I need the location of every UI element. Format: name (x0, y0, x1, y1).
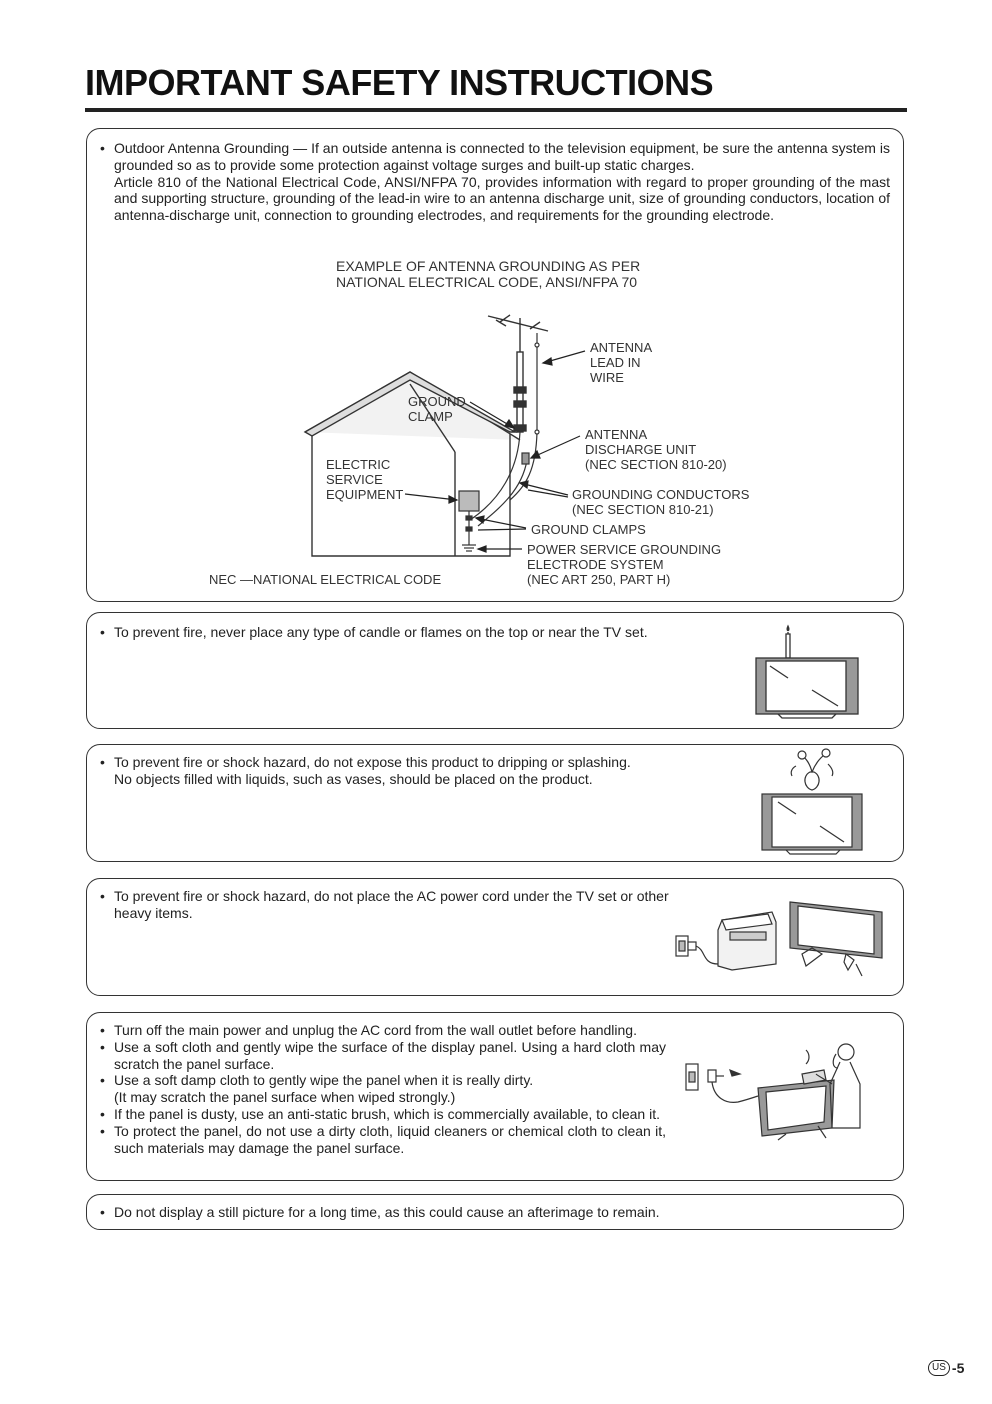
antenna-mast (488, 315, 548, 432)
tv-vase-illustration (756, 746, 868, 860)
label-discharge-1: ANTENNA (585, 427, 648, 442)
candle-text: • To prevent fire, never place any type of candle or flames on the top or near the TV set. (100, 624, 670, 641)
tv-candle-illustration (748, 620, 868, 722)
cleaning-bullet-3-note: (It may scratch the panel surface when wiped strongly.) (114, 1089, 456, 1106)
label-electrode-1: POWER SERVICE GROUNDING (527, 542, 722, 557)
liquid-line-2: No objects filled with liquids, such as vases, should be placed on the product. (114, 770, 593, 787)
label-antenna-lead-in-3: WIRE (590, 370, 624, 385)
page-number-value: -5 (951, 1360, 965, 1376)
label-antenna-lead-in-2: LEAD IN (590, 355, 641, 370)
cleaning-bullet-5: • To protect the panel, do not use a dirty cloth, liquid cleaners or chemical cloth to clean it, such materials may damage the panel surface. (100, 1123, 666, 1157)
service-equipment (459, 491, 479, 551)
region-badge: US (928, 1360, 950, 1376)
cleaning-bullet-3: • Use a soft damp cloth to gently wipe the panel when it is really dirty. (100, 1072, 666, 1089)
label-discharge-3: (NEC SECTION 810-20) (585, 457, 727, 472)
antenna-article: Article 810 of the National Electrical Code, ANSI/NFPA 70, provides information with regard to proper grounding of the mast and supporting structure, grounding of the lead-in wire to an antenna discharge unit, size of grounding conductors, location of antenna-discharge unit, connection to grounding electrodes, and requirements for the grounding electrode. (114, 173, 890, 224)
page-number (928, 1360, 964, 1376)
liquid-warning-text (100, 754, 680, 788)
antenna-grounding-diagram (0, 0, 992, 620)
diagram-title-line-2: NATIONAL ELECTRICAL CODE, ANSI/NFPA 70 (336, 274, 638, 290)
label-ground-clamp-1: GROUND (408, 394, 466, 409)
label-electrode-3: (NEC ART 250, PART H) (527, 572, 671, 587)
cord-text: • To prevent fire or shock hazard, do not place the AC power cord under the TV set or other heavy items. (100, 888, 670, 922)
liquid-line-1: • To prevent fire or shock hazard, do not expose this product to dripping or splashing. (100, 754, 680, 771)
label-nec: NEC —NATIONAL ELECTRICAL CODE (209, 572, 442, 587)
label-electric-2: SERVICE (326, 472, 383, 487)
cleaning-instructions-text (100, 1022, 666, 1156)
cleaning-bullet-4: • If the panel is dusty, use an anti-static brush, which is commercially available, to clean it. (100, 1106, 666, 1123)
label-electric-3: EQUIPMENT (326, 487, 404, 502)
cleaning-illustration (682, 1040, 868, 1144)
label-electric-1: ELECTRIC (326, 457, 391, 472)
tv-cord-illustration (672, 890, 894, 990)
diagram-title-line-1: EXAMPLE OF ANTENNA GROUNDING AS PER (336, 258, 641, 274)
cleaning-bullet-2: • Use a soft cloth and gently wipe the surface of the display panel. Using a hard cloth may scratch the panel surface. (100, 1039, 666, 1073)
label-conductors-2: (NEC SECTION 810-21) (572, 502, 714, 517)
cleaning-bullet-1: • Turn off the main power and unplug the AC cord from the wall outlet before handling. (100, 1022, 666, 1039)
label-ground-clamp-2: CLAMP (408, 409, 453, 424)
still-picture-text (100, 1204, 890, 1221)
antenna-intro: • Outdoor Antenna Grounding — If an outside antenna is connected to the television equipment, be sure the antenna system is grounded so as to provide some protection against voltage surges and built-up static charges. (100, 140, 890, 174)
label-conductors-1: GROUNDING CONDUCTORS (572, 487, 750, 502)
page-title: IMPORTANT SAFETY INSTRUCTIONS (85, 62, 714, 103)
still-picture-line: • Do not display a still picture for a long time, as this could cause an afterimage to remain. (100, 1204, 890, 1221)
cord-warning-text (100, 888, 670, 922)
candle-warning-text (100, 624, 670, 641)
label-electrode-2: ELECTRODE SYSTEM (527, 557, 664, 572)
label-antenna-lead-in-1: ANTENNA (590, 340, 653, 355)
label-discharge-2: DISCHARGE UNIT (585, 442, 697, 457)
label-ground-clamps: GROUND CLAMPS (531, 522, 646, 537)
